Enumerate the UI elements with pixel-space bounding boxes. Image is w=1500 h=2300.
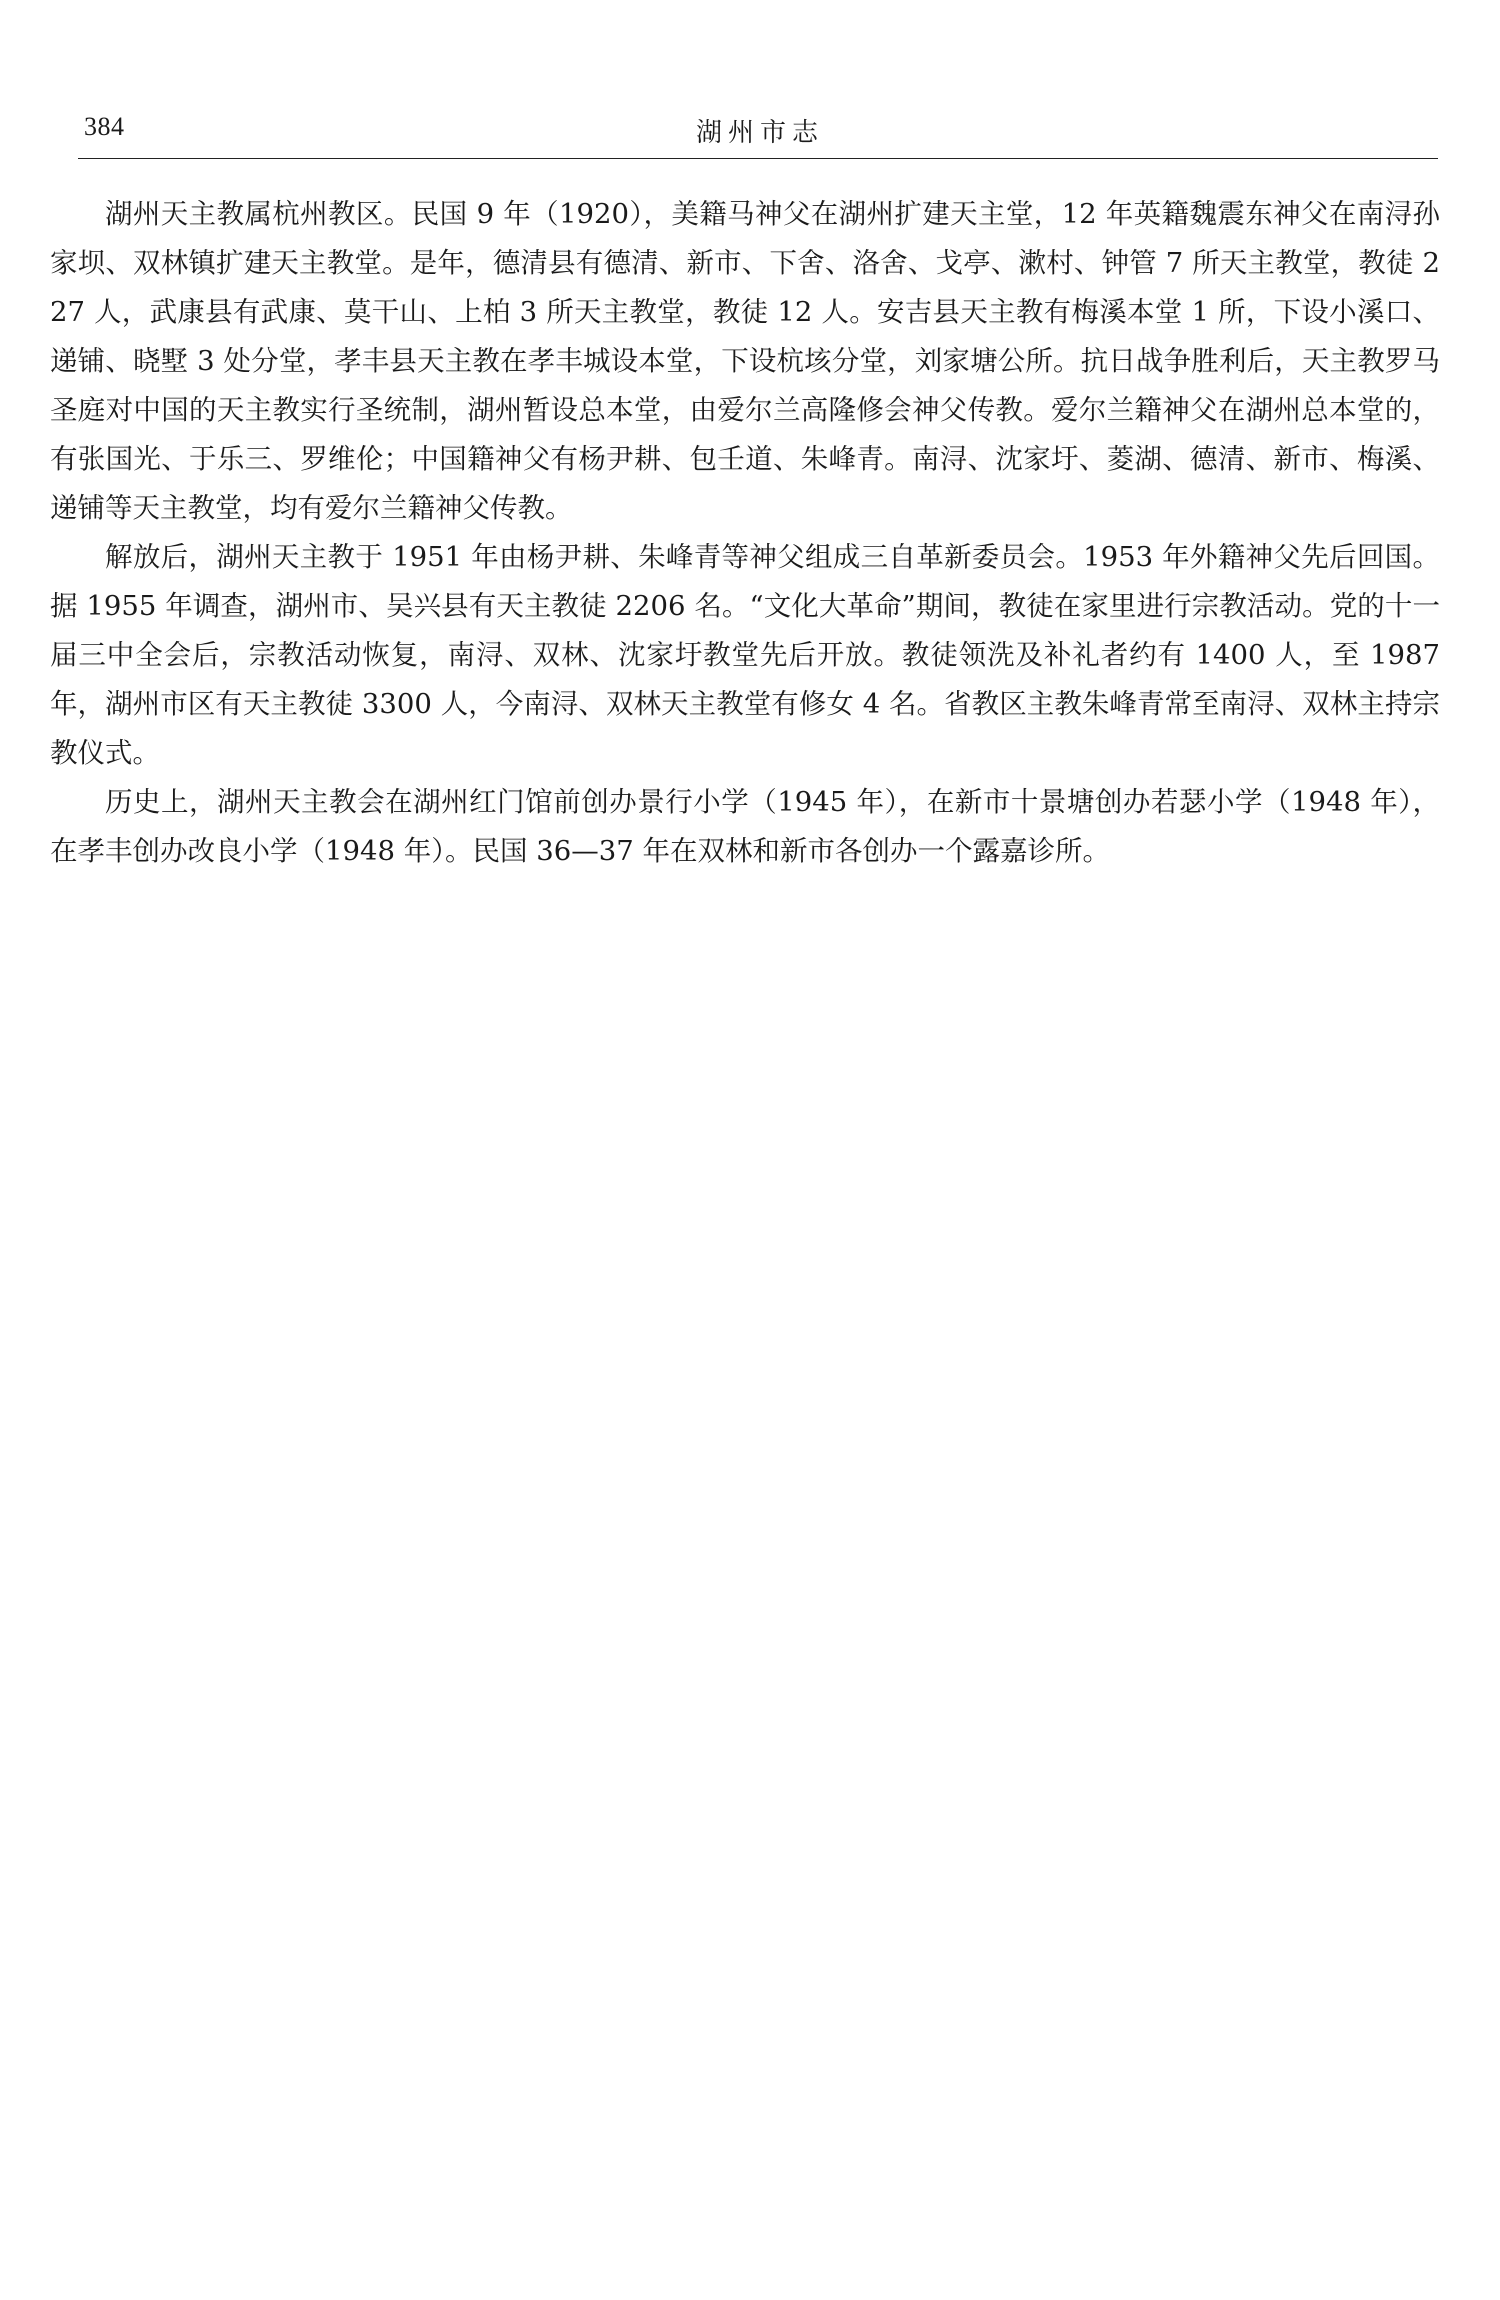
body-text <box>50 190 1440 876</box>
running-header <box>84 108 1436 158</box>
paragraph-after-liberation: 解放后，湖州天主教于 1951 年由杨尹耕、朱峰青等神父组成三自革新委员会。1953 年外籍神父先后回国。据 1955 年调查，湖州市、吴兴县有天主教徒 2206 名。“文化大革命”期间，教徒在家里进行宗教活动。党的十一届三中全会后，宗教活动恢复，南浔、双林、沈家圩教堂先后开放。教徒领洗及补礼者约有 1400 人，至 1987 年，湖州市区有天主教徒 3300 人，今南浔、双林天主教堂有修女 4 名。省教区主教朱峰青常至南浔、双林主持宗教仪式。 <box>50 541 1440 769</box>
paragraph-schools-clinics: 历史上，湖州天主教会在湖州红门馆前创办景行小学（1945 年），在新市十景塘创办若瑟小学（1948 年），在孝丰创办改良小学（1948 年）。民国 36—37 年在双林和新市各创办一个露嘉诊所。 <box>50 786 1440 867</box>
header-rule <box>78 158 1438 159</box>
book-title: 湖州市志 <box>695 118 824 148</box>
page-number: 384 <box>84 112 125 141</box>
paragraph-catholic-history: 湖州天主教属杭州教区。民国 9 年（1920），美籍马神父在湖州扩建天主堂，12 年英籍魏震东神父在南浔孙家坝、双林镇扩建天主教堂。是年，德清县有德清、新市、下舍、洛舍、戈亭、漱村、钟管 7 所天主教堂，教徒 227 人，武康县有武康、莫干山、上柏 3 所天主教堂，教徒 12 人。安吉县天主教有梅溪本堂 1 所，下设小溪口、递铺、晓墅 3 处分堂，孝丰县天主教在孝丰城设本堂，下设杭垓分堂，刘家塘公所。抗日战争胜利后，天主教罗马圣庭对中国的天主教实行圣统制，湖州暂设总本堂，由爱尔兰高隆修会神父传教。爱尔兰籍神父在湖州总本堂的，有张国光、于乐三、罗维伦；中国籍神父有杨尹耕、包壬道、朱峰青。南浔、沈家圩、菱湖、德清、新市、梅溪、递铺等天主教堂，均有爱尔兰籍神父传教。 <box>50 198 1440 524</box>
